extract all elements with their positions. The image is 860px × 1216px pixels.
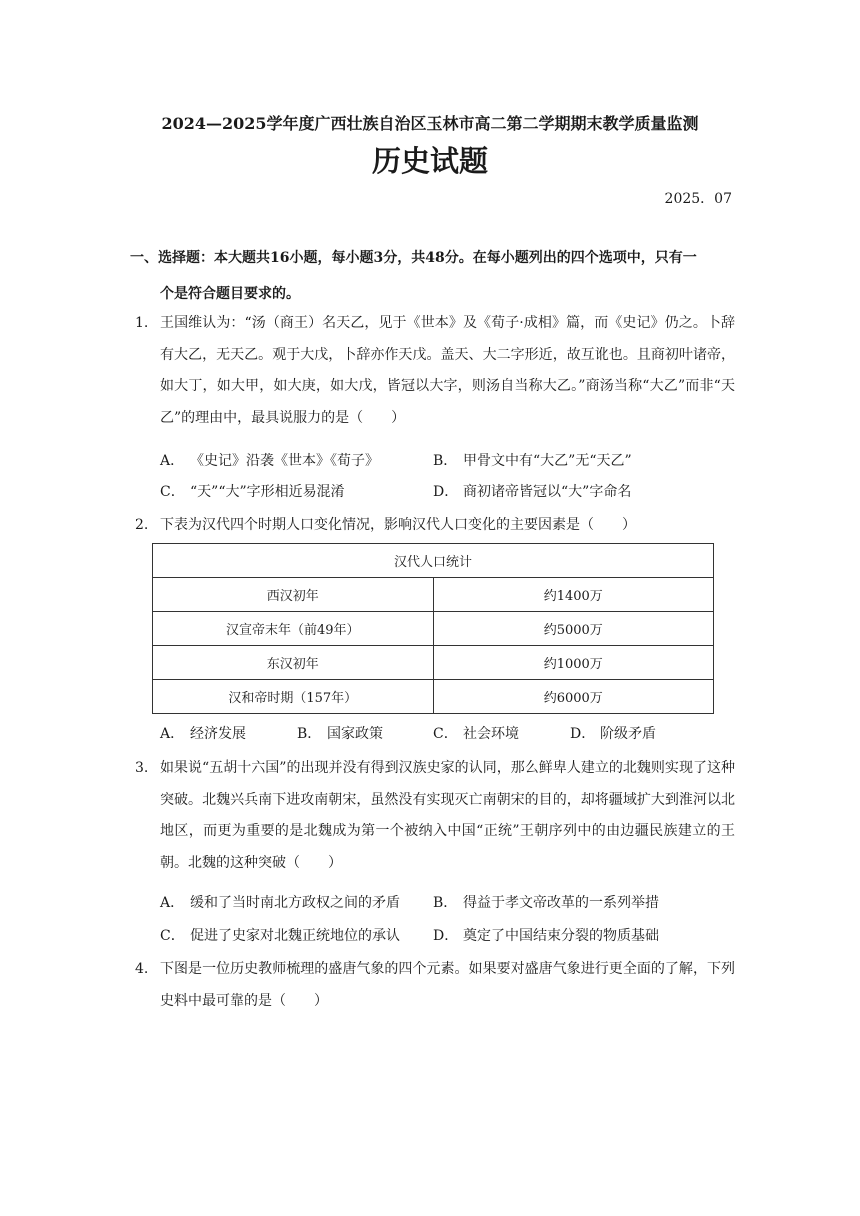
table-caption: 汉代人口统计 xyxy=(153,544,714,578)
question-4 xyxy=(135,954,735,1017)
option-letter: B． xyxy=(433,453,458,469)
question-stem: 下表为汉代四个时期人口变化情况，影响汉代人口变化的主要因素是（ ） xyxy=(160,517,636,533)
option-letter: C． xyxy=(160,928,185,944)
option-letter: C． xyxy=(433,726,458,742)
question-1 xyxy=(135,308,735,434)
section-heading xyxy=(130,240,730,312)
option-text: 促进了史家对北魏正统地位的承认 xyxy=(190,928,400,944)
option-letter: D． xyxy=(433,928,459,944)
section-heading-line2: 个是符合题目要求的。 xyxy=(160,286,300,302)
period-cell: 汉宣帝末年（前49年） xyxy=(153,612,434,646)
option-letter: B． xyxy=(297,726,322,742)
option-c[interactable] xyxy=(160,925,400,947)
option-d[interactable] xyxy=(433,925,659,947)
option-a[interactable] xyxy=(160,723,246,745)
option-d[interactable] xyxy=(433,481,631,503)
table-caption-row xyxy=(153,544,714,578)
option-letter: A． xyxy=(160,895,185,911)
option-text: 国家政策 xyxy=(327,726,383,742)
table-row xyxy=(153,578,714,612)
option-b[interactable] xyxy=(433,892,659,914)
option-text: 阶级矛盾 xyxy=(600,726,656,742)
period-cell: 东汉初年 xyxy=(153,646,434,680)
table-row xyxy=(153,612,714,646)
option-text: 甲骨文中有“大乙”无“天乙” xyxy=(463,453,632,469)
option-text: 商初诸帝皆冠以“大”字命名 xyxy=(463,484,632,500)
population-cell: 约6000万 xyxy=(433,680,714,714)
question-3 xyxy=(135,753,735,879)
question-stem: 如果说“五胡十六国”的出现并没有得到汉族史家的认同，那么鲜卑人建立的北魏则实现了这种突破。北魏兴兵南下进攻南朝宋，虽然没有实现灭亡南朝宋的目的，却将疆域扩大到淮河以北地区，而更为重要的是北魏成为第一个被纳入中国“正统”王朝序列中的由边疆民族建立的王朝。北魏的这种突破（ ） xyxy=(160,760,735,871)
option-text: 奠定了中国结束分裂的物质基础 xyxy=(463,928,659,944)
table-row xyxy=(153,680,714,714)
option-letter: D． xyxy=(570,726,596,742)
table-row xyxy=(153,646,714,680)
exam-date: 2025．07 xyxy=(664,191,732,207)
option-text: 得益于孝文帝改革的一系列举措 xyxy=(463,895,659,911)
question-number: 2. xyxy=(135,517,149,533)
exam-title: 2024—2025学年度广西壮族自治区玉林市高二第二学期期末教学质量监测 xyxy=(161,114,699,133)
question-number: 1. xyxy=(135,315,149,331)
question-number: 4. xyxy=(135,961,149,977)
option-text: 经济发展 xyxy=(190,726,246,742)
option-text: 缓和了当时南北方政权之间的矛盾 xyxy=(190,895,400,911)
option-a[interactable] xyxy=(160,892,400,914)
option-letter: A． xyxy=(160,726,185,742)
question-stem: 下图是一位历史教师梳理的盛唐气象的四个元素。如果要对盛唐气象进行更全面的了解，下列史料中最可靠的是（ ） xyxy=(160,961,735,1009)
population-cell: 约1400万 xyxy=(433,578,714,612)
period-cell: 汉和帝时期（157年） xyxy=(153,680,434,714)
period-cell: 西汉初年 xyxy=(153,578,434,612)
option-letter: B． xyxy=(433,895,458,911)
option-c[interactable] xyxy=(160,481,345,503)
question-number: 3. xyxy=(135,760,149,776)
option-letter: D． xyxy=(433,484,459,500)
population-cell: 约1000万 xyxy=(433,646,714,680)
option-text: 社会环境 xyxy=(463,726,519,742)
question-stem: 王国维认为：“汤（商王）名天乙，见于《世本》及《荀子·成相》篇，而《史记》仍之。卜辞有大乙，无天乙。观于大戊，卜辞亦作天戊。盖天、大二字形近，故互讹也。且商初叶诸帝，如大丁，如大甲，如大庚，如大戊，皆冠以大字，则汤自当称大乙。”商汤当称“大乙”而非“天乙”的理由中，最具说服力的是（ ） xyxy=(160,315,735,426)
option-text: 《史记》沿袭《世本》《荀子》 xyxy=(190,453,379,469)
option-text: “天”“大”字形相近易混淆 xyxy=(190,484,345,500)
question-2 xyxy=(135,510,735,542)
subject-title: 历史试题 xyxy=(371,144,488,178)
option-b[interactable] xyxy=(433,450,632,472)
option-c[interactable] xyxy=(433,723,519,745)
option-d[interactable] xyxy=(570,723,656,745)
section-heading-line1: 一、选择题：本大题共16小题，每小题3分，共48分。在每小题列出的四个选项中，只有一 xyxy=(130,250,697,266)
option-letter: C． xyxy=(160,484,185,500)
option-b[interactable] xyxy=(297,723,383,745)
population-table xyxy=(152,543,714,714)
population-cell: 约5000万 xyxy=(433,612,714,646)
option-letter: A． xyxy=(160,453,185,469)
option-a[interactable] xyxy=(160,450,379,472)
